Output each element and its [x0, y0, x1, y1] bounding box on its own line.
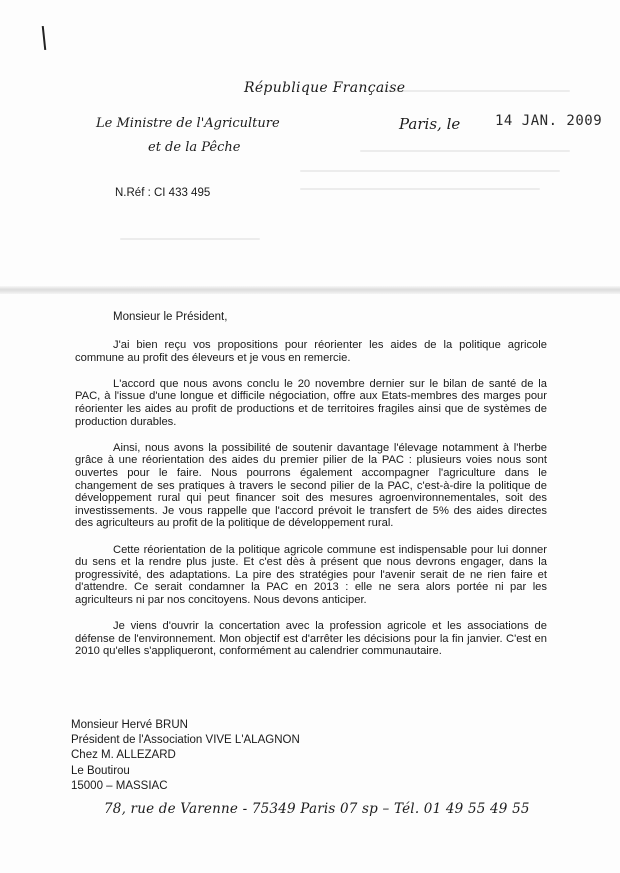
- recipient-city: 15000 – MASSIAC: [71, 779, 168, 792]
- paragraph: Je viens d'ouvrir la concertation avec la profession agricole et les associations de défense de l'environnement. Mon objectif est d'arrêter les décisions pour la fin janvier. C'est en 2010 qu'elles s'appliqueront, conformément au calendrier communautaire.: [75, 620, 547, 658]
- paragraph: L'accord que nous avons conclu le 20 novembre dernier sur le bilan de santé de la PAC, à l'issue d'une longue et difficile négociation, offre aux Etats-membres des marges pour réorienter les aides au profit de productions et de territoires fragiles ainsi que de systèmes de production durables.: [75, 377, 547, 428]
- salutation: Monsieur le Président,: [113, 311, 228, 323]
- paper-fold: [0, 286, 620, 294]
- date-stamp: 14 JAN. 2009: [495, 113, 603, 129]
- recipient-place: Le Boutirou: [71, 764, 130, 777]
- bleed-through-line: [300, 188, 540, 190]
- pen-mark: [42, 26, 46, 50]
- recipient-address: [71, 718, 300, 794]
- recipient-care-of: Chez M. ALLEZARD: [71, 749, 176, 762]
- bleed-through-line: [380, 90, 570, 92]
- ministry-title-line1: Le Ministre de l'Agriculture: [96, 116, 280, 131]
- reference-number: N.Réf : CI 433 495: [115, 187, 211, 199]
- letter-body: [75, 339, 547, 671]
- recipient-name: Monsieur Hervé BRUN: [71, 719, 188, 731]
- paragraph: J'ai bien reçu vos propositions pour réorienter les aides de la politique agricole commune au profit des éleveurs et je vous en remercie.: [75, 339, 547, 364]
- ministry-address-footer: 78, rue de Varenne - 75349 Paris 07 sp – Tél. 01 49 55 49 55: [104, 801, 530, 817]
- bleed-through-line: [300, 170, 560, 172]
- ministry-title-line2: et de la Pêche: [148, 140, 241, 155]
- recipient-title: Président de l'Association VIVE L'ALAGNON: [71, 734, 300, 747]
- bleed-through-line: [360, 150, 570, 152]
- paragraph: Cette réorientation de la politique agricole commune est indispensable pour lui donner du sens et la rendre plus juste. Et c'est dès à présent que nous devrons engager, dans la progressivité, des adaptations. La pire des stratégies pour l'avenir serait de ne rien faire et d'attendre. Ce serait condamner la PAC en 2013 : elle ne sera alors portée ni par les agriculteurs ni par nos concitoyens. Nous devons anticiper.: [75, 543, 547, 606]
- bleed-through-line: [120, 238, 260, 240]
- place-label: Paris, le: [399, 115, 461, 133]
- paragraph: Ainsi, nous avons la possibilité de soutenir davantage l'élevage notamment à l'herbe grâce à une réorientation des aides du premier pilier de la PAC : plusieurs voies nous sont ouvertes pour le faire. Nous pourrons également accompagner l'agriculture dans le changement de ses pratiques à travers le second pilier de la PAC, c'est-à-dire la politique de développement rural qui peut financer soit des mesures agroenvironnementales, soit des investissements. Je vous rappelle que l'accord prévoit le transfert de 5% des aides directes des agriculteurs au profit de la politique de développement rural.: [75, 441, 547, 530]
- republic-header: République Française: [244, 80, 406, 96]
